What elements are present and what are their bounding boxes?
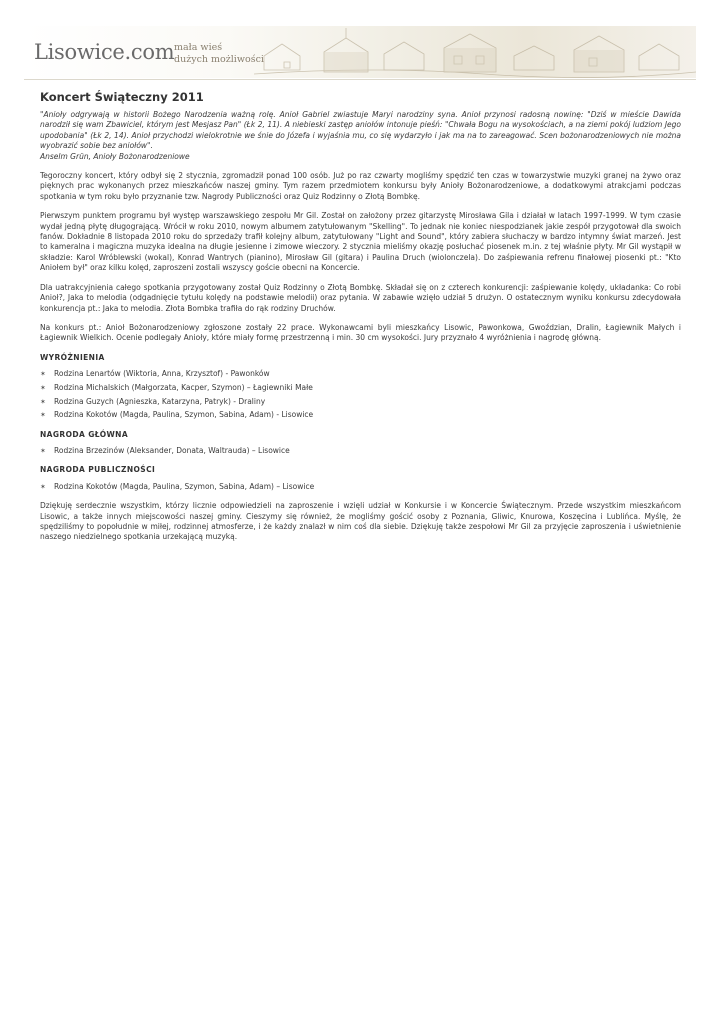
tagline-line-1: mała wieś (174, 42, 223, 53)
distinctions-list (40, 369, 681, 421)
star-bullet-icon: ✶ (40, 397, 46, 406)
main-prize-list (40, 446, 681, 456)
paragraph-mr-gil: Pierwszym punktem programu był występ warszawskiego zespołu Mr Gil. Został on założony przez gitarzystę Mirosława Gila i działał w latach 1997-1999. W tym czasie wydał jedną płytę długogrającą. Wrócił w roku 2010, nowym albumem zatytułowanym "Skelling". To jednak nie koniec niespodzianek jakie zespół przygotował dla swoich fanów. Dokładnie 8 listopada 2010 roku do sprzedaży trafił kolejny album, zatytułowany "Light and Sound", który zabiera słuchaczy w bardzo intymny świat marzeń. Jest to kameralna i magiczna muzyka idealna na długie jesienne i zimowe wieczory. 2 stycznia mieliśmy okazję posłuchać piosenek m.in. z tej właśnie płyty. Mr Gil wystąpił w składzie: Karol Wróblewski (wokal), Konrad Wantrych (pianino), Mirosław Gil (gitara) i Paulina Druch (wiolonczela). Do zaśpiewania refrenu finałowej piosenki pt.: "Kto Aniołem był" oraz kilku kolęd, zaproszeni zostali wszyscy goście obecni na Koncercie. (40, 211, 681, 273)
header-divider (24, 79, 696, 80)
list-item (40, 383, 681, 393)
list-item-text: Rodzina Kokotów (Magda, Paulina, Szymon, Sabina, Adam) – Lisowice (54, 481, 315, 491)
site-tagline (174, 42, 264, 66)
star-bullet-icon: ✶ (40, 411, 46, 420)
paragraph-quiz: Dla uatrakcyjnienia całego spotkania przygotowany został Quiz Rodzinny o Złotą Bombkę. Składał się on z czterech konkurencji: zaśpiewanie kolędy, układanka: Co robi Anioł?, Jaka to melodia (odgadnięcie tytułu kolędy na podstawie melodii) oraz pytania. W zabawie wzięło udział 5 drużyn. O ostatecznym wyniku konkursu zdecydowała konkurencja pt.: Jaka to melodia. Złota Bombka trafiła do rąk rodziny Druchów. (40, 282, 681, 313)
list-item (40, 410, 681, 420)
section-heading-main-prize: NAGRODA GŁÓWNA (40, 429, 129, 439)
list-item-text: Rodzina Guzych (Agnieszka, Katarzyna, Patryk) - Draliny (54, 396, 266, 406)
paragraph-concert: Tegoroczny koncert, który odbył się 2 stycznia, zgromadził ponad 100 osób. Już po raz czwarty mogliśmy spędzić ten czas w towarzystwie muzyki granej na żywo oraz pięknych prac wykonanych przez mieszkańców naszej gminy. Tym razem przedmiotem konkursu były Anioły Bożonarodzeniowe, a dodatkowymi atrakcjami podczas spotkania w tym roku było przyznanie tzw. Nagrody Publiczności oraz Quiz Rodzinny o Złotą Bombkę. (40, 171, 681, 201)
intro-quote: "Anioły odgrywają w historii Bożego Narodzenia ważną rolę. Anioł Gabriel zwiastuje Maryi narodziny syna. Anioł przynosi radosną nowinę: "Dziś w mieście Dawida narodził się wam Zbawiciel, którym jest Mesjasz Pan" (Łk 2, 11). A niebieski zastęp aniołów intonuje pieśń: "Chwała Bogu na wysokościach, a na ziemi pokój ludziom Jego upodobania" (Łk 2, 14). Anioł przychodzi wielokrotnie we śnie do Józefa i wyjaśnia mu, co się wydarzyło i jak ma na to zareagować. Scen bożonarodzeniowych nie można wyobrazić sobie bez aniołów". (40, 110, 681, 151)
star-bullet-icon: ✶ (40, 370, 46, 379)
list-item (40, 482, 681, 492)
list-item-text: Rodzina Kokotów (Magda, Paulina, Szymon, Sabina, Adam) - Lisowice (54, 410, 314, 420)
list-item-text: Rodzina Brzezinów (Aleksander, Donata, Waltrauda) – Lisowice (54, 446, 290, 456)
list-item (40, 446, 681, 456)
list-item-text: Rodzina Lenartów (Wiktoria, Anna, Krzysztof) - Pawonków (54, 369, 270, 379)
star-bullet-icon: ✶ (40, 383, 46, 392)
star-bullet-icon: ✶ (40, 482, 46, 491)
paragraph-contest: Na konkurs pt.: Anioł Bożonarodzeniowy zgłoszone zostały 22 prace. Wykonawcami byli mieszkańcy Lisowic, Pawonkowa, Gwoździan, Dralin, Łagiewnik Małych i Łagiewnik Wielkich. Ocenie podlegały Anioły, które miały formę przestrzenną i min. 30 cm wysokości. Jury przyznało 4 wyróżnienia i nagrodę główną. (40, 322, 681, 343)
article (40, 90, 681, 552)
site-logo[interactable]: Lisowice.com (34, 40, 175, 64)
article-title: Koncert Świąteczny 2011 (40, 90, 204, 104)
quote-source: Anselm Grün, Anioły Bożonarodzeniowe (40, 151, 190, 161)
closing-paragraph: Dziękuję serdecznie wszystkim, którzy licznie odpowiedzieli na zaproszenie i wzięli udział w Konkursie i w Koncercie Świątecznym. Przede wszystkim mieszkańcom Lisowic, a także innych miejscowości naszej gminy. Cieszymy się również, że mogliśmy gościć osoby z Poznania, Gliwic, Knurowa, Koszęcina i Lublińca. Myślę, że spędziliśmy to popołudnie w miłej, rodzinnej atmosferze, i że każdy znalazł w nim coś dla siebie. Dziękuję także zespołowi Mr Gil za przyjęcie zaproszenia i uświetnienie naszego niedzielnego spotkania urzekającą muzyką. (40, 501, 681, 542)
list-item-text: Rodzina Michalskich (Małgorzata, Kacper, Szymon) – Łagiewniki Małe (54, 382, 313, 392)
list-item (40, 369, 681, 379)
section-heading-audience-prize: NAGRODA PUBLICZNOŚCI (40, 465, 156, 475)
section-heading-distinctions: WYRÓŻNIENIA (40, 352, 105, 362)
list-item (40, 397, 681, 407)
site-header (24, 26, 696, 78)
audience-prize-list (40, 482, 681, 492)
tagline-line-2: dużych możliwości (174, 54, 264, 65)
star-bullet-icon: ✶ (40, 447, 46, 456)
